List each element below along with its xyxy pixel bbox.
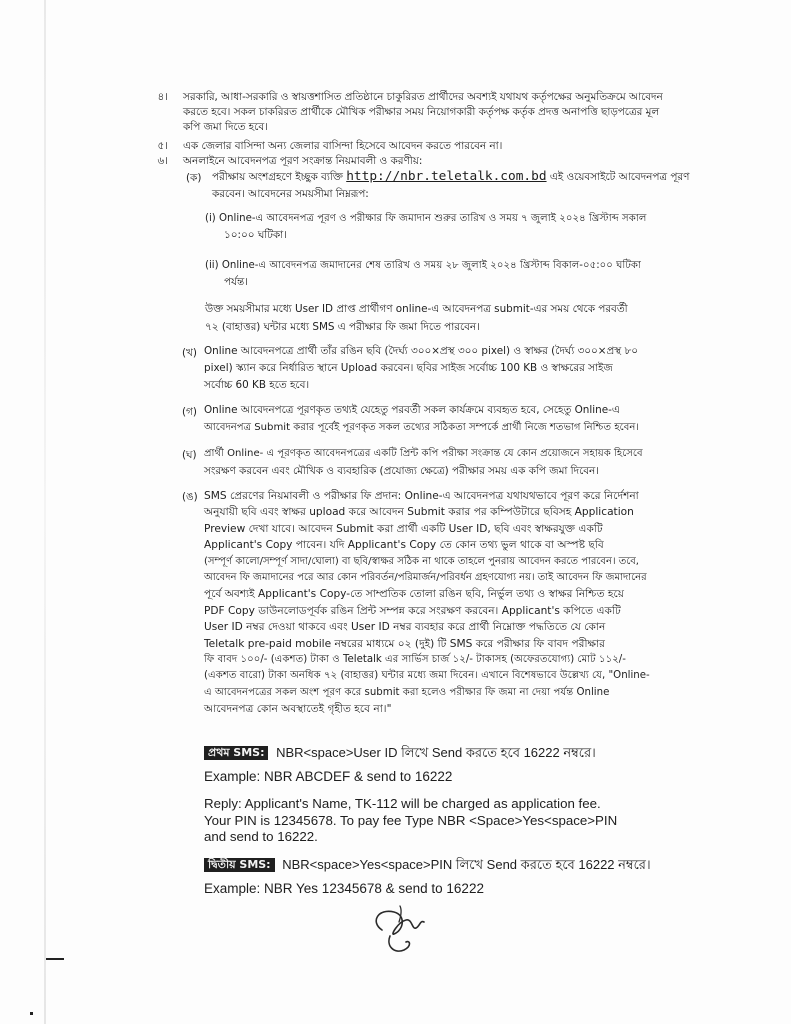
sub-ka-line-2: করবেন। আবেদনের সময়সীমা নিম্নরূপ: <box>212 188 369 200</box>
scan-dot <box>30 1012 33 1015</box>
sub-kha-marker: (খ) <box>182 347 197 359</box>
uma-line-10: Teletalk pre-paid mobile নম্বরের মাধ্যমে ০২ (দুই) টি SMS করে পরীক্ষার ফি বাবদ পরীক্ষার <box>204 637 605 650</box>
sub-kha-line-3: সর্বোচ্চ 60 KB হতে হবে। <box>204 379 310 391</box>
reply-line-1: Reply: Applicant's Name, TK-112 will be charged as application fee. <box>204 796 601 811</box>
second-sms-label: দ্বিতীয় SMS: <box>204 858 275 872</box>
item-4-text <box>183 90 663 135</box>
point-ii-line-2: পর্যন্ত। <box>224 276 248 288</box>
sub-ka-line-1 <box>212 169 689 185</box>
ka-note-line-1: উক্ত সময়সীমার মধ্যে User ID প্রাপ্ত প্রার্থীগণ online-এ আবেদনপত্র submit-এর সময় থেকে পরবর্তী <box>205 303 628 315</box>
ka-note-line-2: ৭২ (বাহাত্তর) ঘন্টার মধ্যে SMS এ পরীক্ষার ফি জমা দিতে পারবেন। <box>205 321 480 333</box>
example-1: Example: NBR ABCDEF & send to 16222 <box>204 769 453 784</box>
uma-line-11: ফি বাবদ ১০০/- (একশত) টাকা ও Teletalk এর সার্ভিস চার্জ ১২/- টাকাসহ (অফেরতযোগ্য) মোট ১১২/- <box>204 654 626 666</box>
item-number-5: ৫। <box>157 140 168 152</box>
uma-line-5: (সম্পূর্ণ কালো/সম্পূর্ণ সাদা/ঘোলা) বা ছবি/স্বাক্ষর সঠিক না থাকে তাহলে পুনরায় আবেদন করতে পারবেন। তবে, <box>204 555 639 567</box>
sub-ga-line-1: Online আবেদনপত্রে পূরণকৃত তথ্যই যেহেতু পরবর্তী সকল কার্যক্রমে ব্যবহৃত হবে, সেহেতু Online-এ <box>204 404 620 416</box>
sub-gha-line-2: সংরক্ষণ করবেন এবং মৌখিক ও ব্যবহারিক (প্রযোজ্য ক্ষেত্রে) পরীক্ষার সময় এক কপি জমা দিবেন। <box>204 465 599 477</box>
sub-ka-line-1-post: এই ওয়েবসাইটে আবেদনপত্র পূরণ <box>549 171 690 183</box>
uma-line-4: Applicant's Copy পাবেন। যদি Applicant's Copy তে কোন তথ্য ভুল থাকে বা অস্পষ্ট ছবি <box>204 539 604 552</box>
item-number-6: ৬। <box>157 155 168 167</box>
item-4-line-3: কপি জমা দিতে হবে। <box>183 121 268 133</box>
uma-line-12: (একশত বারো) টাকা অনধিক ৭২ (বাহাত্তর) ঘন্টার মধ্যে জমা দিবেন। এখানে বিশেষভাবে উল্লেখ্য যে, "Online- <box>204 670 650 682</box>
uma-line-6: আবেদন ফি জমাদানের পরে আর কোন পরিবর্তন/পরিমার্জন/পরিবর্ধন গ্রহণযোগ্য নয়। তাই আবেদন ফি জমাদানের <box>204 572 647 584</box>
reply-block <box>204 796 617 846</box>
sub-uma-marker: (ঙ) <box>182 491 198 503</box>
item-4-line-2: করতে হবে। সকল চাকরিরত প্রার্থীকে মৌখিক পরীক্ষার সময় নিয়োগকারী কর্তৃপক্ষ কর্তৃক প্রদত্ত অনাপত্তি ছাড়পত্রের মূল <box>183 106 660 118</box>
first-sms-row <box>204 744 596 762</box>
uma-line-13: এ আবেদনপত্রের সকল অংশ পূরণ করে submit করা হলেও পরীক্ষার ফি জমা না দেয়া পর্যন্ত Online <box>204 686 610 698</box>
sub-gha-line-1: প্রার্থী Online- এ পূরণকৃত আবেদনপত্রের একটি প্রিন্ট কপি পরীক্ষা সংক্রান্ত যে কোন প্রয়োজনে সহায়ক হিসেবে <box>204 448 643 459</box>
sub-ka-line-1-pre: পরীক্ষায় অংশগ্রহণে ইচ্ছুক ব্যক্তি <box>212 171 343 183</box>
second-sms-row <box>204 856 651 874</box>
reply-line-3: and send to 16222. <box>204 829 318 844</box>
sub-ga-line-2: আবেদনপত্র Submit করার পূর্বেই পূরণকৃত সকল তথ্যের সঠিকতা সম্পর্কে প্রার্থী নিজে শতভাগ নিশ্চিত হবেন। <box>204 422 639 433</box>
uma-line-7: পূর্বে অবশ্যই Applicant's Copy-তে সাম্প্রতিক তোলা রঙিন ছবি, নির্ভুল তথ্য ও স্বাক্ষর নিশ্চিত হয়ে <box>204 588 624 601</box>
item-5-text: এক জেলার বাসিন্দা অন্য জেলার বাসিন্দা হিসেবে আবেদন করতে পারবেন না। <box>183 140 503 152</box>
sub-uma-body <box>204 488 650 718</box>
sub-ga-marker: (গ) <box>182 406 197 418</box>
point-i-line-1: (i) Online-এ আবেদনপত্র পূরণ ও পরীক্ষার ফি জমাদান শুরুর তারিখ ও সময় ৭ জুলাই ২০২৪ খ্রিস্টাব্দ সকাল <box>205 213 647 224</box>
item-6-text: অনলাইনে আবেদনপত্র পূরণ সংক্রান্ত নিয়মাবলী ও করণীয়: <box>183 155 423 167</box>
uma-line-14: আবেদনপত্র কোন অবস্থাতেই গৃহীত হবে না।" <box>204 703 392 716</box>
scan-mark <box>46 958 64 960</box>
first-sms-label: প্রথম SMS: <box>204 746 268 760</box>
sub-kha-line-2: pixel) স্ক্যান করে নির্ধারিত স্থানে Upload করবেন। ছবির সাইজ সর্বোচ্চ 100 KB ও স্বাক্ষরের সাইজ <box>204 362 613 374</box>
signature-image <box>360 900 440 960</box>
item-number-4: ৪। <box>157 91 168 103</box>
uma-line-1: SMS প্রেরণের নিয়মাবলী ও পরীক্ষার ফি প্রদান: Online-এ আবেদনপত্র যথাযথভাবে পূরণ করে নির্দেশনা <box>204 490 639 502</box>
point-i-line-2: ১০:০০ ঘটিকা। <box>224 229 287 241</box>
sub-ka-marker: (ক) <box>186 172 202 184</box>
teletalk-url-link[interactable]: http://nbr.teletalk.com.bd <box>346 169 547 184</box>
example-2: Example: NBR Yes 12345678 & send to 16222 <box>204 881 484 896</box>
uma-line-9: User ID নম্বর দেওয়া থাকবে এবং User ID নম্বর ব্যবহার করে প্রার্থী নিম্নোক্ত পদ্ধতিতে যে কোন <box>204 621 606 634</box>
sub-gha-marker: (ঘ) <box>182 449 197 461</box>
uma-line-8: PDF Copy ডাউনলোডপূর্বক রঙিন প্রিন্ট সম্পন্ন করে সংরক্ষণ করবেন। Applicant's কপিতে একটি <box>204 604 621 617</box>
reply-line-2: Your PIN is 12345678. To pay fee Type NBR <Space>Yes<space>PIN <box>204 812 618 828</box>
scan-edge <box>44 0 46 1024</box>
second-sms-text: NBR<space>Yes<space>PIN লিখে Send করতে হবে 16222 নম্বরে। <box>282 857 651 872</box>
point-ii-line-1: (ii) Online-এ আবেদনপত্র জমাদানের শেষ তারিখ ও সময় ২৮ জুলাই ২০২৪ খ্রিস্টাব্দ বিকাল-০৫:০০ ঘটিকা <box>205 260 641 271</box>
item-4-line-1: সরকারি, আধা-সরকারি ও স্বায়ত্তশাসিত প্রতিষ্ঠানে চাকুরিরত প্রার্থীদের অবশ্যই যথাযথ কর্তৃপক্ষের অনুমতিক্রমে আবেদন <box>183 91 663 103</box>
uma-line-2: অনুযায়ী ছবি এবং স্বাক্ষর upload করে আবেদন Submit করার পর কম্পিউটারে ছবিসহ Application <box>204 506 634 519</box>
first-sms-text: NBR<space>User ID লিখে Send করতে হবে 16222 নম্বরে। <box>276 745 596 760</box>
sub-kha-line-1: Online আবেদনপত্রে প্রার্থী তাঁর রঙিন ছবি (দৈর্ঘ্য ৩০০×প্রস্থ ৩০০ pixel) ও স্বাক্ষর (দৈর্ঘ্য ৩০০×প্রস্থ ৮০ <box>204 345 638 357</box>
uma-line-3: Preview দেখা যাবে। আবেদন Submit করা প্রার্থী একটি User ID, ছবি এবং স্বাক্ষরযুক্ত একটি <box>204 522 603 535</box>
